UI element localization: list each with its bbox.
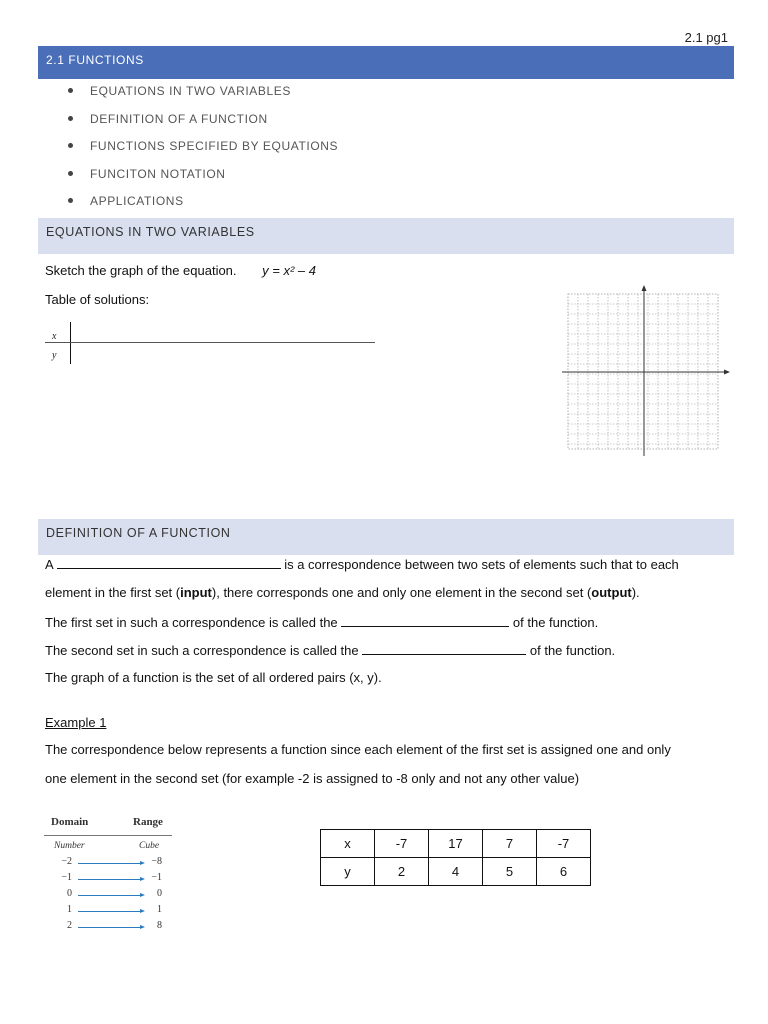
mapping-from-value: 2 bbox=[67, 920, 72, 931]
range-sublabel: Cube bbox=[139, 841, 160, 851]
example-text-2: one element in the second set (for example -2 is assigned to -8 only and not any other value) bbox=[45, 771, 580, 786]
mapping-to-value: −1 bbox=[151, 872, 162, 883]
example-title: Example 1 bbox=[45, 715, 107, 730]
mapping-arrow bbox=[78, 927, 140, 928]
xy-table bbox=[320, 829, 591, 886]
mapping-from-value: −1 bbox=[61, 872, 72, 883]
mapping-arrow bbox=[78, 879, 140, 880]
mapping-from-value: −2 bbox=[61, 856, 72, 867]
x-cell: -7 bbox=[537, 830, 591, 858]
domain-label: Domain bbox=[51, 816, 89, 828]
mapping-arrow bbox=[78, 911, 140, 912]
mapping-arrow bbox=[78, 895, 140, 896]
y-cell: 6 bbox=[537, 858, 591, 886]
x-cell: -7 bbox=[375, 830, 429, 858]
x-cell: 17 bbox=[429, 830, 483, 858]
outline-item: DEFINITION OF A FUNCTION bbox=[66, 111, 338, 139]
row-x-label: x bbox=[52, 331, 57, 342]
outline-item: APPLICATIONS bbox=[66, 193, 338, 221]
table-of-solutions-label: Table of solutions: bbox=[45, 292, 150, 307]
y-cell: 5 bbox=[483, 858, 537, 886]
outline-item: EQUATIONS IN TWO VARIABLES bbox=[66, 83, 338, 111]
blank-domain bbox=[341, 614, 509, 627]
sketch-prompt: Sketch the graph of the equation. y = x² – 4 bbox=[45, 263, 316, 278]
equation: y = x² – 4 bbox=[262, 263, 316, 278]
row-y-label: y bbox=[52, 350, 57, 361]
table-divider bbox=[70, 322, 71, 364]
x-axis-arrow-icon bbox=[724, 370, 730, 375]
table-row bbox=[321, 858, 591, 886]
mapping-diagram bbox=[44, 814, 176, 944]
bullet-icon bbox=[68, 171, 73, 176]
section-title: 2.1 FUNCTIONS bbox=[38, 46, 734, 79]
definition-line-4: The second set in such a correspondence is called the of the function. bbox=[45, 643, 616, 658]
table-row bbox=[321, 830, 591, 858]
coordinate-grid bbox=[562, 284, 732, 458]
solutions-table bbox=[45, 322, 377, 366]
outline-item: FUNCTIONS SPECIFIED BY EQUATIONS bbox=[66, 138, 338, 166]
y-axis-arrow-icon bbox=[642, 285, 647, 291]
mapping-from-value: 0 bbox=[67, 888, 72, 899]
bullet-icon bbox=[68, 198, 73, 203]
mapping-arrow bbox=[78, 863, 140, 864]
mapping-to-value: 0 bbox=[157, 888, 162, 899]
range-label: Range bbox=[133, 816, 163, 828]
definition-heading: DEFINITION OF A FUNCTION bbox=[38, 519, 734, 555]
outline-list bbox=[66, 83, 338, 221]
definition-line-2: element in the first set (input), there corresponds one and only one element in the second set (output). bbox=[45, 585, 640, 600]
equations-heading: EQUATIONS IN TWO VARIABLES bbox=[38, 218, 734, 254]
definition-line-5: The graph of a function is the set of all ordered pairs (x, y). bbox=[45, 670, 382, 685]
mapping-from-value: 1 bbox=[67, 904, 72, 915]
bullet-icon bbox=[68, 88, 73, 93]
mapping-rule bbox=[44, 835, 172, 836]
bullet-icon bbox=[68, 143, 73, 148]
blank-range bbox=[362, 642, 526, 655]
x-header: x bbox=[321, 830, 375, 858]
domain-sublabel: Number bbox=[54, 841, 85, 851]
blank-function bbox=[57, 556, 281, 569]
x-cell: 7 bbox=[483, 830, 537, 858]
definition-line-3: The first set in such a correspondence is called the of the function. bbox=[45, 615, 599, 630]
example-text-1: The correspondence below represents a function since each element of the first set is assigned one and only bbox=[45, 742, 671, 757]
definition-line-1: A is a correspondence between two sets of elements such that to each bbox=[45, 557, 679, 572]
mapping-to-value: 1 bbox=[157, 904, 162, 915]
y-cell: 4 bbox=[429, 858, 483, 886]
page-number: 2.1 pg1 bbox=[684, 30, 728, 45]
table-rule bbox=[45, 342, 375, 343]
mapping-to-value: 8 bbox=[157, 920, 162, 931]
bullet-icon bbox=[68, 116, 73, 121]
mapping-to-value: −8 bbox=[151, 856, 162, 867]
y-cell: 2 bbox=[375, 858, 429, 886]
outline-item: FUNCITON NOTATION bbox=[66, 166, 338, 194]
y-header: y bbox=[321, 858, 375, 886]
